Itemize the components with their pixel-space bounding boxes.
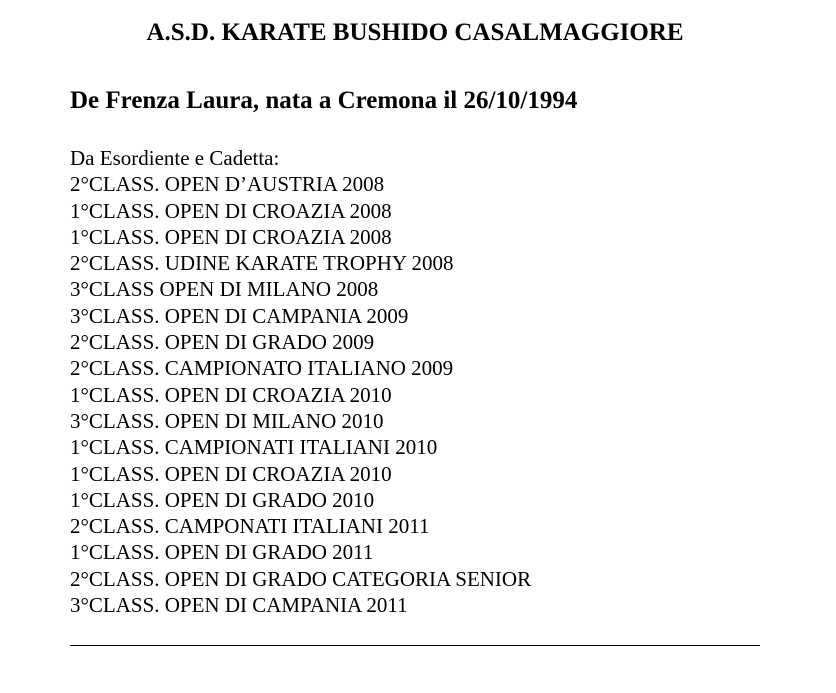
result-item: 2°CLASS. OPEN DI GRADO 2009 xyxy=(70,330,375,355)
result-item: 1°CLASS. OPEN DI GRADO 2011 xyxy=(70,540,374,565)
result-item: 2°CLASS. OPEN D’AUSTRIA 2008 xyxy=(70,172,385,197)
result-item: 1°CLASS. OPEN DI CROAZIA 2010 xyxy=(70,382,392,407)
horizontal-divider xyxy=(70,645,760,646)
result-item: 1°CLASS. OPEN DI CROAZIA 2008 xyxy=(70,224,392,249)
result-item: 3°CLASS OPEN DI MILANO 2008 xyxy=(70,277,379,302)
results-intro: Da Esordiente e Cadetta: xyxy=(70,146,280,170)
result-item: 3°CLASS. OPEN DI CAMPANIA 2011 xyxy=(70,593,408,618)
result-item: 1°CLASS. OPEN DI CROAZIA 2008 xyxy=(70,198,392,223)
organization-title: A.S.D. KARATE BUSHIDO CASALMAGGIORE xyxy=(146,19,684,46)
result-item: 3°CLASS. OPEN DI MILANO 2010 xyxy=(70,408,384,433)
results-list xyxy=(70,145,531,618)
athlete-heading: De Frenza Laura, nata a Cremona il 26/10/1994 xyxy=(70,87,578,114)
result-item: 1°CLASS. OPEN DI CROAZIA 2010 xyxy=(70,461,392,486)
result-item: 2°CLASS. OPEN DI GRADO CATEGORIA SENIOR xyxy=(70,566,532,591)
result-item: 1°CLASS. CAMPIONATI ITALIANI 2010 xyxy=(70,435,438,460)
result-item: 2°CLASS. UDINE KARATE TROPHY 2008 xyxy=(70,251,454,276)
result-item: 3°CLASS. OPEN DI CAMPANIA 2009 xyxy=(70,303,409,328)
result-item: 1°CLASS. OPEN DI GRADO 2010 xyxy=(70,487,375,512)
result-item: 2°CLASS. CAMPONATI ITALIANI 2011 xyxy=(70,514,430,539)
result-item: 2°CLASS. CAMPIONATO ITALIANO 2009 xyxy=(70,356,454,381)
